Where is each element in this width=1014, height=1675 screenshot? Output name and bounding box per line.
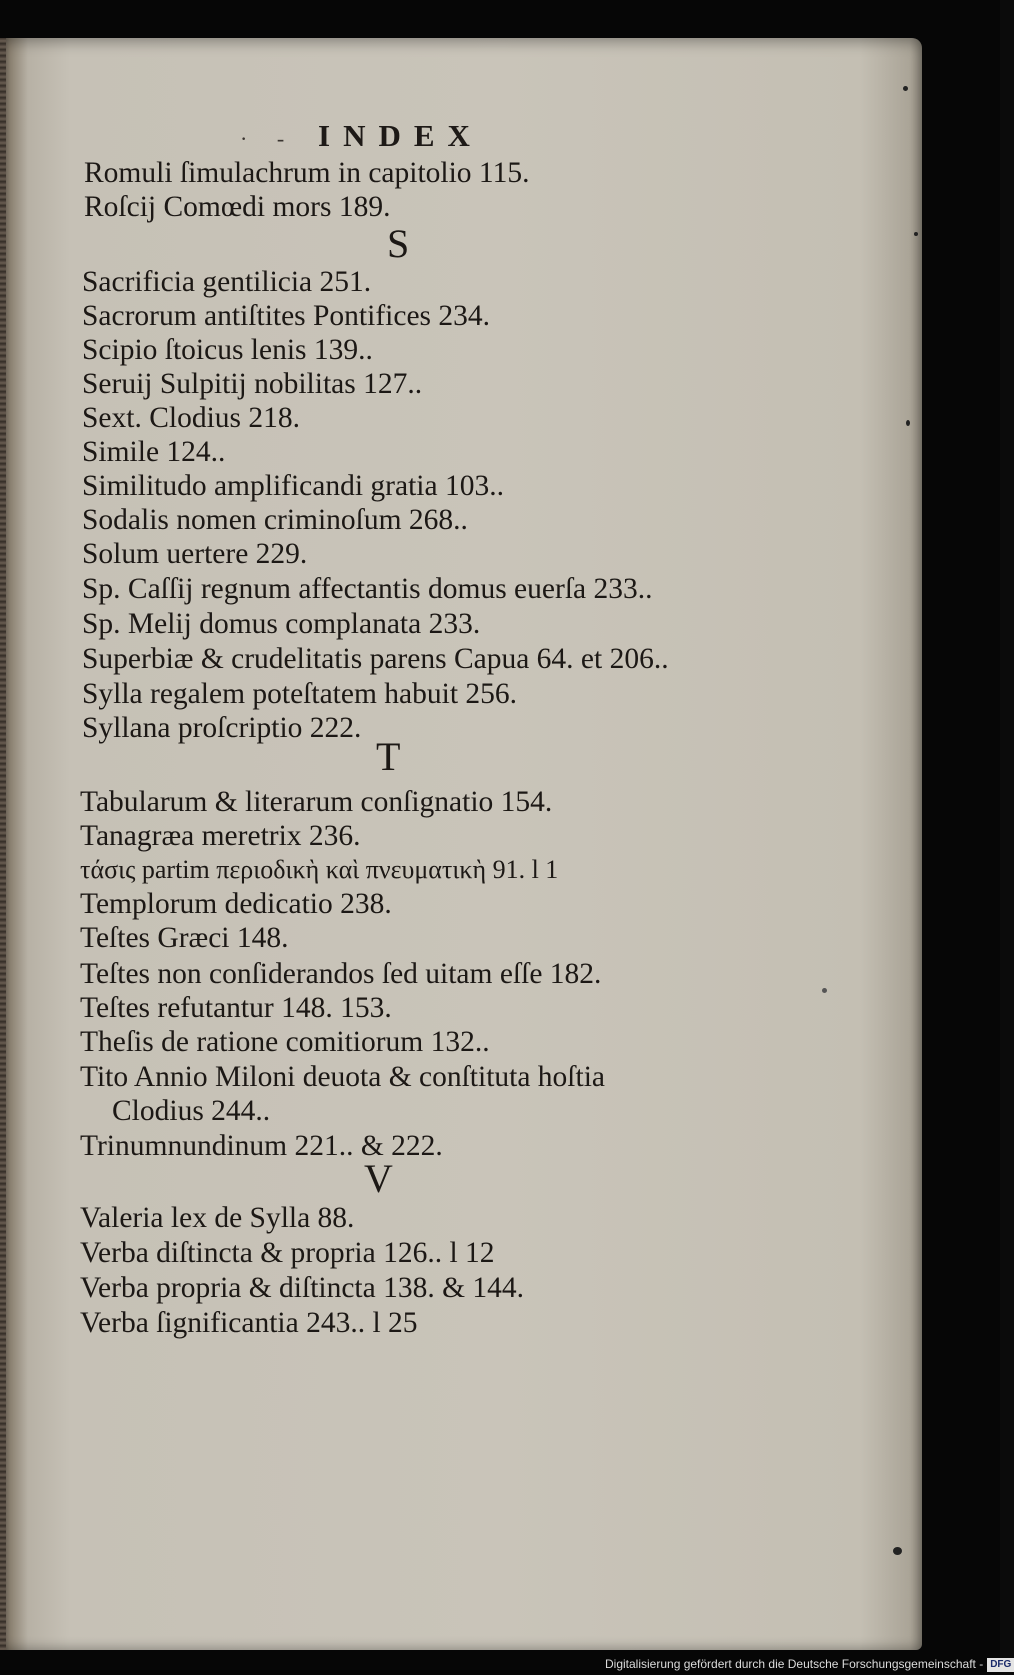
index-entry: Theſis de ratione comitiorum 132.. [80,1026,490,1058]
index-entry: Sacrificia gentilicia 251. [82,266,372,298]
index-entry: Sodalis nomen criminoſum 268.. [82,504,468,536]
index-entry: Roſcij Comœdi mors 189. [84,191,391,223]
paper-speck [893,1547,902,1555]
index-entry: Seruij Sulpitij nobilitas 127.. [82,368,423,400]
header-ornament: · - [240,126,297,151]
paper-speck [906,420,910,426]
index-entry: Syllana proſcriptio 222. [82,712,362,744]
index-entry: Sacrorum antiſtites Pontifices 234. [82,300,491,332]
index-entry: Sp. Caſſij regnum affectantis domus euerſa 233.. [82,573,653,605]
index-entry: Verba propria & diſtincta 138. & 144. [80,1272,525,1304]
index-entry: Teſtes Græci 148. [80,922,289,954]
index-entry: Solum uertere 229. [82,538,308,570]
page-title: INDEX [318,118,483,153]
credit-text: Digitalisierung gefördert durch die Deutsche Forschungsgemeinschaft - [605,1657,984,1671]
index-entry: Verba diſtincta & propria 126.. l 12 [80,1237,495,1269]
index-entry: Templorum dedicatio 238. [80,888,392,920]
index-entry: Verba ſignificantia 243.. l 25 [80,1307,418,1339]
page-binding-edge [0,38,6,1650]
index-entry: Trinumnundinum 221.. & 222. [80,1130,443,1162]
digitization-credit [605,1655,1014,1673]
paper-speck [914,232,918,236]
dfg-logo: DFG [987,1658,1014,1672]
index-entry: Scipio ſtoicus lenis 139.. [82,334,373,366]
index-entry: Sext. Clodius 218. [82,402,300,434]
index-entry: Simile 124.. [82,436,226,468]
index-entry: Romuli ſimulachrum in capitolio 115. [84,157,530,189]
index-entry: Tanagræa meretrix 236. [80,820,361,852]
index-entry: Tabularum & literarum conſignatio 154. [80,786,553,818]
index-entry: Superbiæ & crudelitatis parens Capua 64. et 206.. [82,643,669,675]
section-letter-s: S [387,221,410,266]
index-entry-continuation: Clodius 244.. [112,1095,271,1127]
index-entry: Teſtes non conſiderandos ſed uitam eſſe 182. [80,958,602,990]
index-entry: Tito Annio Miloni deuota & conſtituta hoſtia [80,1061,605,1093]
index-entry: Teſtes refutantur 148. 153. [80,992,392,1024]
section-letter-t: T [376,734,401,779]
index-entry: Similitudo amplificandi gratia 103.. [82,470,504,502]
section-letter-v: V [364,1156,393,1201]
paper-speck [903,86,908,91]
index-entry: τάσις partim περιοδικὴ καὶ πνευματικὴ 91. l 1 [80,855,559,884]
index-entry: Sylla regalem poteſtatem habuit 256. [82,678,518,710]
index-entry: Valeria lex de Sylla 88. [80,1202,355,1234]
index-entry: Sp. Melij domus complanata 233. [82,608,481,640]
paper-speck [822,988,827,993]
